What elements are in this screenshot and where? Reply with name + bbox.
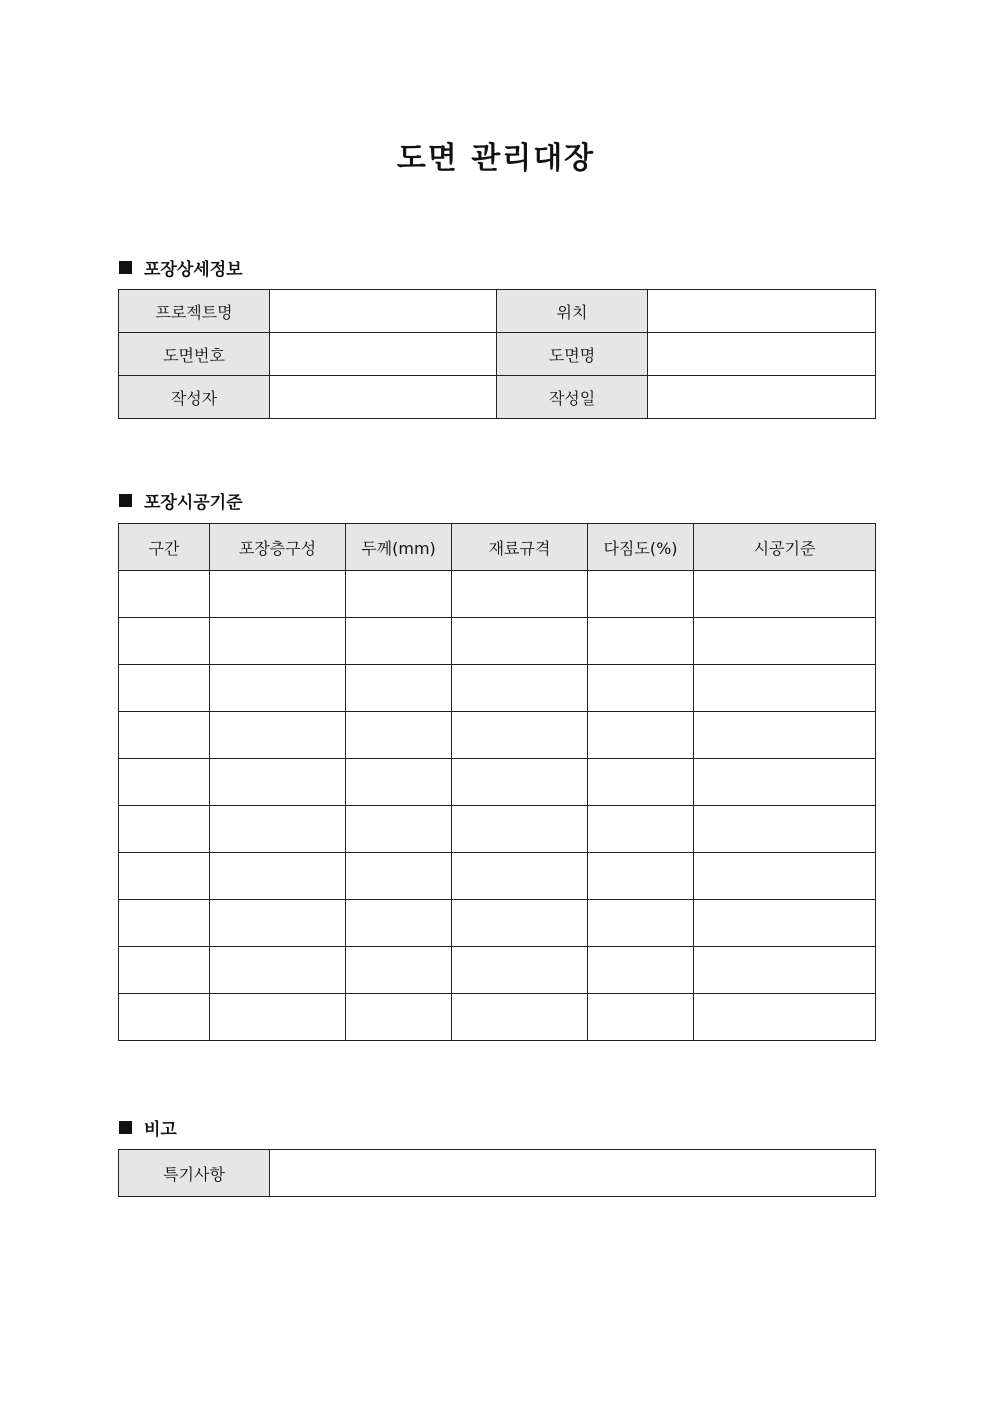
location-field[interactable]	[648, 290, 876, 333]
drawing-name-field[interactable]	[648, 333, 876, 376]
special-notes-label: 특기사항	[119, 1150, 270, 1197]
table-cell[interactable]	[210, 806, 346, 853]
special-notes-field[interactable]	[270, 1150, 876, 1197]
column-header-thickness: 두께(mm)	[346, 524, 452, 571]
drawing-name-label: 도면명	[497, 333, 648, 376]
table-cell[interactable]	[588, 571, 694, 618]
column-header-layer: 포장층구성	[210, 524, 346, 571]
table-cell[interactable]	[346, 618, 452, 665]
table-row	[119, 900, 876, 947]
page-title: 도면 관리대장	[396, 141, 596, 176]
table-cell[interactable]	[119, 618, 210, 665]
construction-standard-table	[118, 523, 876, 1041]
column-header-material: 재료규격	[452, 524, 588, 571]
table-cell[interactable]	[452, 853, 588, 900]
table-cell[interactable]	[452, 759, 588, 806]
remarks-table	[118, 1149, 876, 1197]
section-title: 비고	[144, 1120, 177, 1140]
table-cell[interactable]	[694, 571, 876, 618]
date-label: 작성일	[497, 376, 648, 419]
column-header-compaction: 다짐도(%)	[588, 524, 694, 571]
table-cell[interactable]	[346, 994, 452, 1041]
table-cell[interactable]	[119, 665, 210, 712]
author-label: 작성자	[119, 376, 270, 419]
table-cell[interactable]	[694, 806, 876, 853]
section-heading-pavement-info	[119, 255, 243, 280]
table-cell[interactable]	[346, 759, 452, 806]
location-label: 위치	[497, 290, 648, 333]
author-field[interactable]	[270, 376, 497, 419]
table-cell[interactable]	[588, 759, 694, 806]
table-row	[119, 1150, 876, 1197]
table-cell[interactable]	[210, 712, 346, 759]
table-cell[interactable]	[694, 994, 876, 1041]
table-cell[interactable]	[588, 853, 694, 900]
table-row	[119, 712, 876, 759]
pavement-info-table	[118, 289, 876, 419]
table-cell[interactable]	[452, 947, 588, 994]
table-cell[interactable]	[210, 853, 346, 900]
table-cell[interactable]	[694, 665, 876, 712]
table-cell[interactable]	[588, 900, 694, 947]
table-cell[interactable]	[346, 571, 452, 618]
square-bullet-icon	[119, 1121, 132, 1134]
column-header-section: 구간	[119, 524, 210, 571]
table-cell[interactable]	[452, 712, 588, 759]
table-cell[interactable]	[346, 665, 452, 712]
section-title: 포장시공기준	[144, 493, 243, 513]
date-field[interactable]	[648, 376, 876, 419]
table-cell[interactable]	[119, 994, 210, 1041]
table-cell[interactable]	[210, 665, 346, 712]
table-cell[interactable]	[694, 900, 876, 947]
table-cell[interactable]	[346, 806, 452, 853]
table-cell[interactable]	[210, 900, 346, 947]
section-title: 포장상세정보	[144, 260, 243, 280]
table-cell[interactable]	[210, 994, 346, 1041]
table-cell[interactable]	[694, 618, 876, 665]
table-cell[interactable]	[346, 900, 452, 947]
table-row	[119, 376, 876, 419]
table-row	[119, 994, 876, 1041]
table-cell[interactable]	[588, 665, 694, 712]
table-header-row	[119, 524, 876, 571]
table-row	[119, 618, 876, 665]
construction-standard-body	[119, 571, 876, 1041]
table-row	[119, 333, 876, 376]
table-cell[interactable]	[119, 853, 210, 900]
drawing-no-field[interactable]	[270, 333, 497, 376]
table-cell[interactable]	[588, 806, 694, 853]
table-row	[119, 759, 876, 806]
table-cell[interactable]	[452, 994, 588, 1041]
table-cell[interactable]	[210, 759, 346, 806]
square-bullet-icon	[119, 261, 132, 274]
table-cell[interactable]	[210, 947, 346, 994]
table-row	[119, 290, 876, 333]
table-cell[interactable]	[210, 571, 346, 618]
table-cell[interactable]	[346, 853, 452, 900]
table-row	[119, 665, 876, 712]
project-label: 프로젝트명	[119, 290, 270, 333]
table-cell[interactable]	[119, 712, 210, 759]
table-row	[119, 947, 876, 994]
table-cell[interactable]	[694, 853, 876, 900]
table-cell[interactable]	[119, 571, 210, 618]
table-cell[interactable]	[119, 947, 210, 994]
table-cell[interactable]	[346, 947, 452, 994]
table-cell[interactable]	[588, 994, 694, 1041]
table-row	[119, 571, 876, 618]
table-cell[interactable]	[210, 618, 346, 665]
table-cell[interactable]	[119, 759, 210, 806]
table-cell[interactable]	[588, 947, 694, 994]
table-cell[interactable]	[452, 806, 588, 853]
table-cell[interactable]	[452, 618, 588, 665]
drawing-no-label: 도면번호	[119, 333, 270, 376]
table-cell[interactable]	[452, 665, 588, 712]
table-cell[interactable]	[588, 712, 694, 759]
table-cell[interactable]	[452, 900, 588, 947]
project-field[interactable]	[270, 290, 497, 333]
table-cell[interactable]	[119, 900, 210, 947]
table-cell[interactable]	[452, 571, 588, 618]
table-cell[interactable]	[694, 759, 876, 806]
table-cell[interactable]	[588, 618, 694, 665]
column-header-standard: 시공기준	[694, 524, 876, 571]
table-cell[interactable]	[694, 947, 876, 994]
section-heading-remarks	[119, 1115, 177, 1140]
table-row	[119, 853, 876, 900]
table-row	[119, 806, 876, 853]
square-bullet-icon	[119, 494, 132, 507]
table-cell[interactable]	[694, 712, 876, 759]
section-heading-construction-standard	[119, 488, 243, 513]
table-cell[interactable]	[119, 806, 210, 853]
table-cell[interactable]	[346, 712, 452, 759]
